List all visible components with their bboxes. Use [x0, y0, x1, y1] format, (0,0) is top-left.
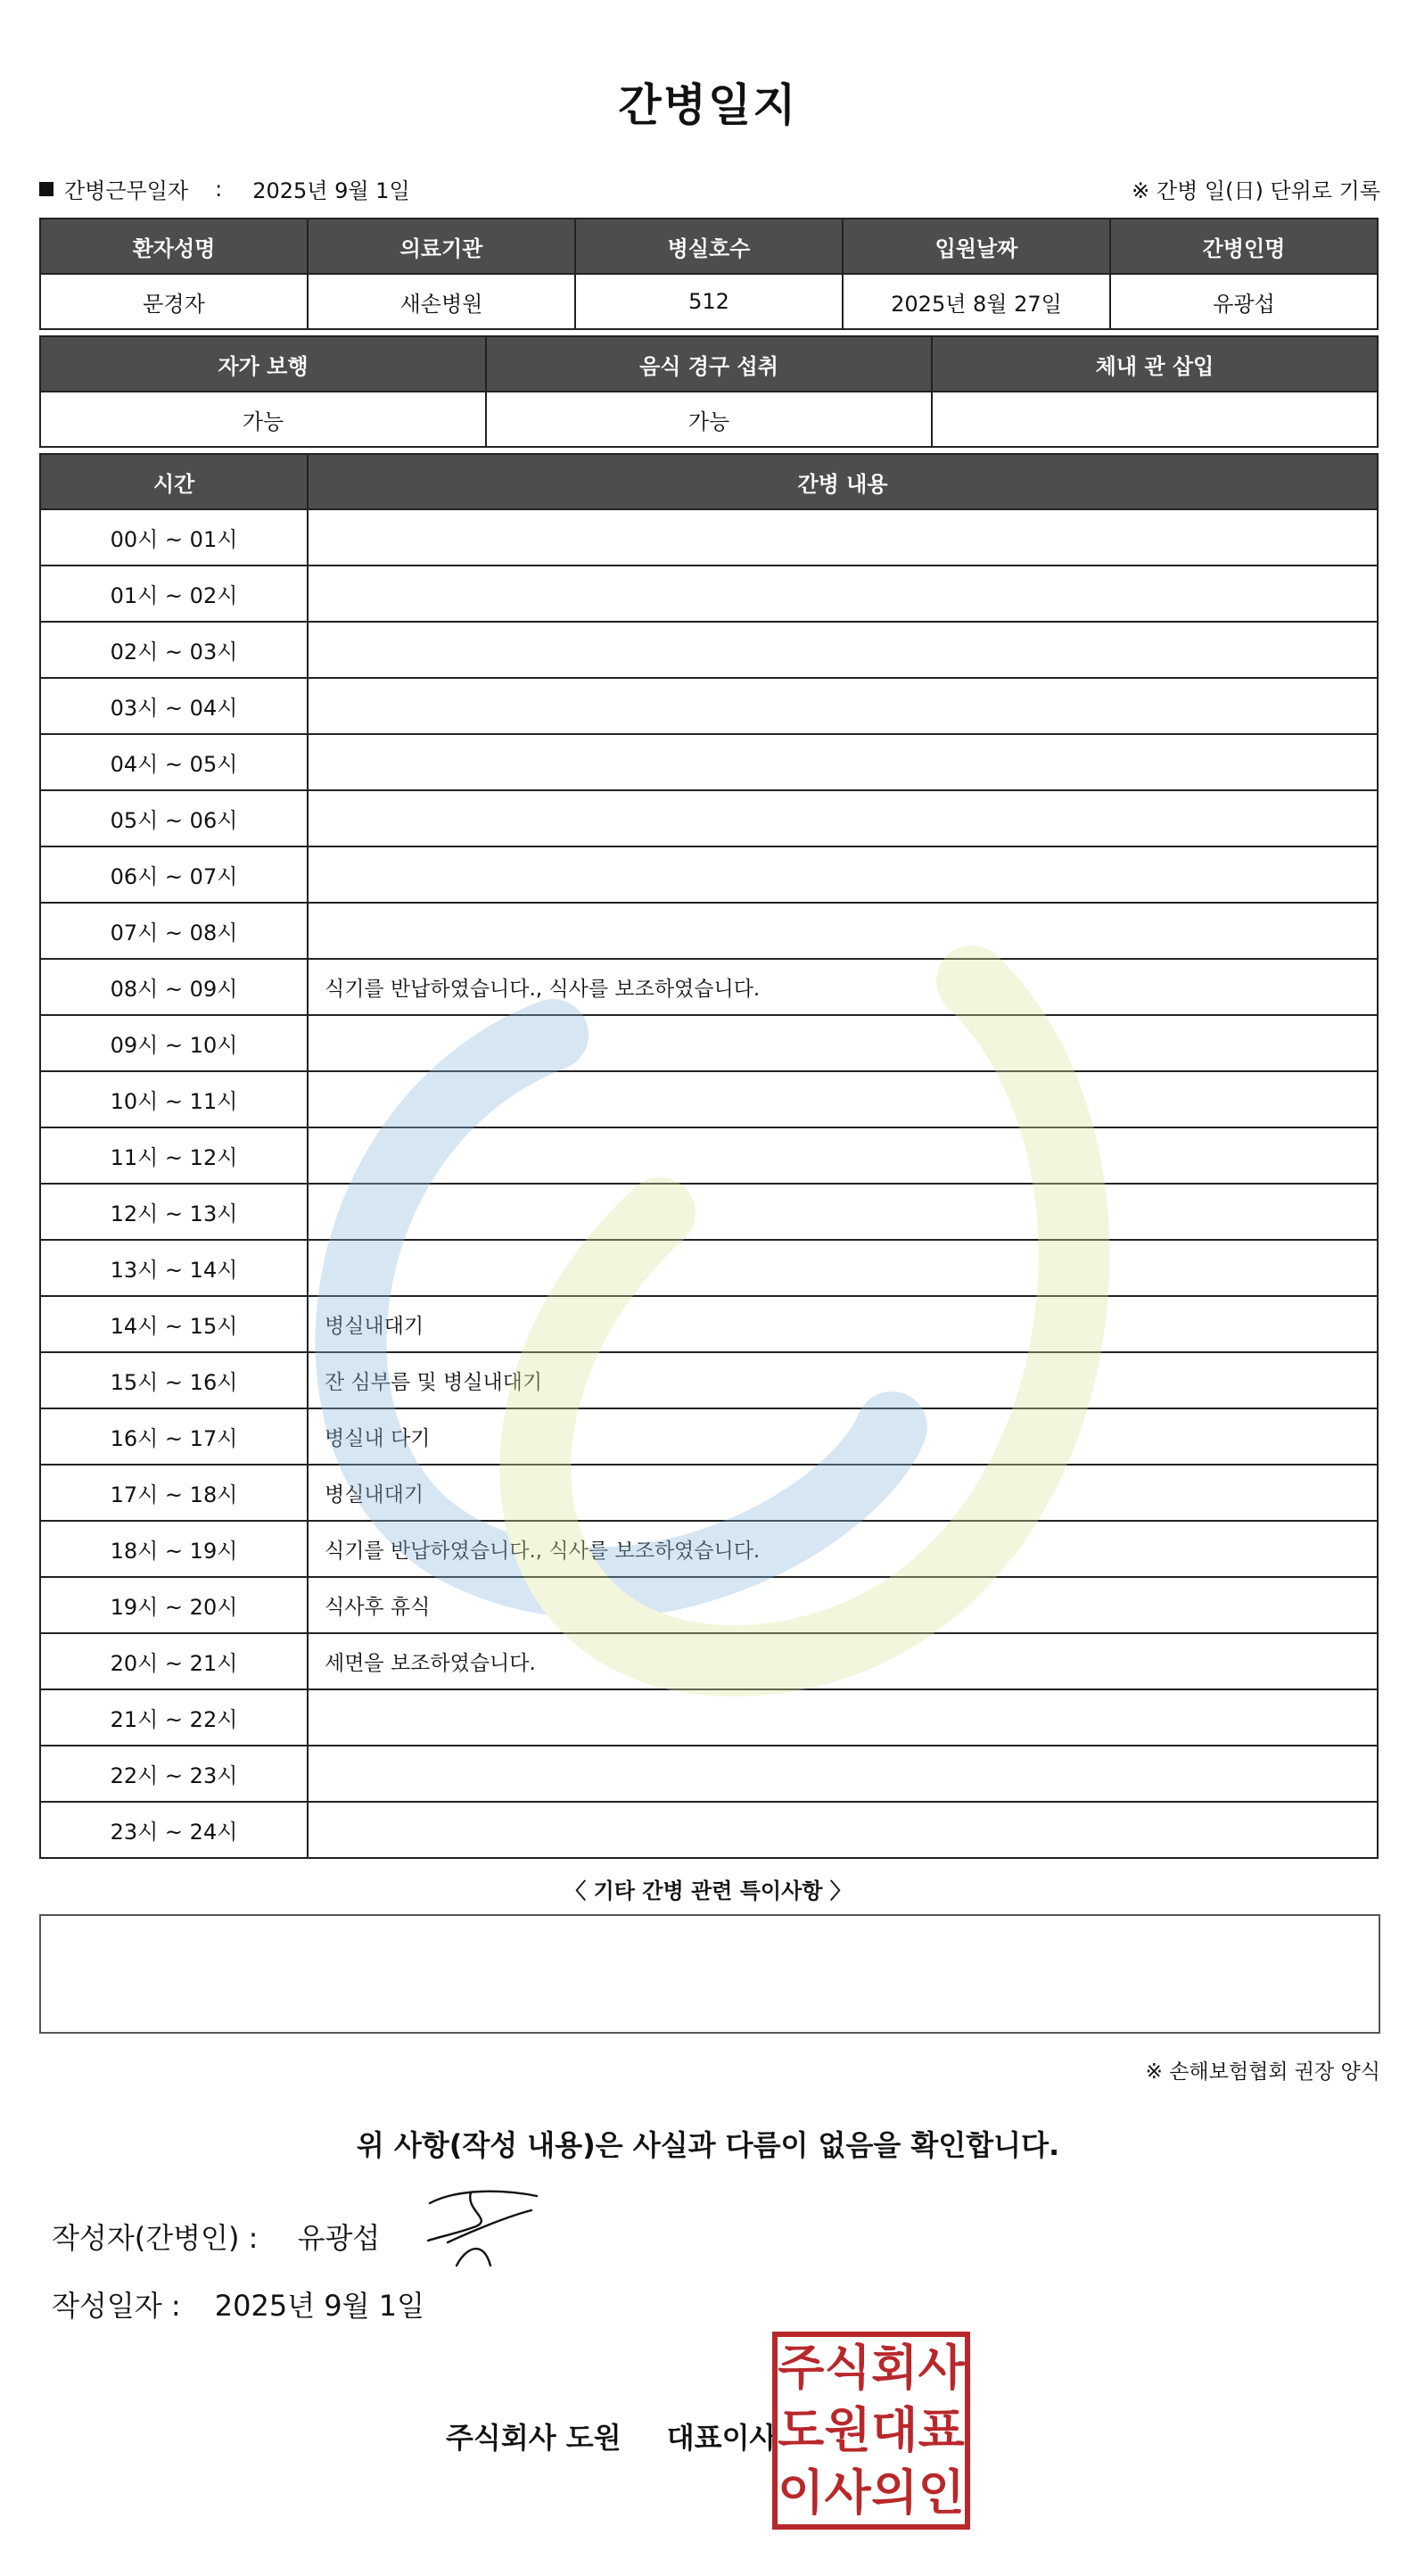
header-patient-name: 환자성명	[40, 219, 308, 274]
log-time-cell: 03시 ~ 04시	[40, 678, 308, 734]
table-row	[40, 903, 1378, 959]
company-line	[446, 2415, 777, 2456]
log-content-cell	[308, 1015, 1378, 1071]
log-time-cell: 09시 ~ 10시	[40, 1015, 308, 1071]
log-time-cell: 15시 ~ 16시	[40, 1352, 308, 1408]
patient-status-table	[39, 335, 1379, 448]
table-row	[40, 566, 1378, 622]
seal-character: 식	[824, 2340, 871, 2396]
written-date-line	[52, 2283, 424, 2324]
log-time-cell: 16시 ~ 17시	[40, 1408, 308, 1465]
written-date-value: 2025년 9월 1일	[214, 2289, 425, 2323]
table-row	[40, 1240, 1378, 1296]
status-table-header-row	[40, 336, 1378, 392]
log-content-cell: 병실내대기	[308, 1465, 1378, 1521]
log-time-cell: 02시 ~ 03시	[40, 622, 308, 678]
header-oral-intake: 음식 경구 섭취	[486, 336, 932, 392]
hospital-name: 새손병원	[308, 274, 575, 329]
log-content-cell	[308, 1184, 1378, 1240]
tube-status	[932, 392, 1378, 447]
log-content-cell: 병실내 다기	[308, 1408, 1378, 1465]
header-tube: 체내 관 삽입	[932, 336, 1378, 392]
log-time-cell: 19시 ~ 20시	[40, 1577, 308, 1633]
table-row	[40, 1184, 1378, 1240]
table-row	[40, 1633, 1378, 1689]
form-source-note: ※ 손해보험협회 권장 양식	[1145, 2060, 1380, 2084]
oral-intake-status: 가능	[486, 392, 932, 447]
table-row	[40, 1408, 1378, 1465]
seal-character: 사	[918, 2340, 965, 2396]
confirmation-statement: 위 사항(작성 내용)은 사실과 다름이 없음을 확인합니다.	[356, 2128, 1060, 2162]
seal-character: 이	[778, 2465, 825, 2521]
log-content-cell	[308, 1127, 1378, 1184]
log-time-cell: 13시 ~ 14시	[40, 1240, 308, 1296]
log-content-cell	[308, 509, 1378, 566]
writer-name: 유광섭	[297, 2221, 381, 2255]
seal-character: 원	[824, 2402, 871, 2458]
caregiver-name: 유광섭	[1110, 274, 1378, 329]
company-seal-stamp	[772, 2332, 970, 2530]
log-content-cell: 식기를 반납하였습니다., 식사를 보조하였습니다.	[308, 1521, 1378, 1577]
log-time-cell: 10시 ~ 11시	[40, 1071, 308, 1127]
header-caregiver: 간병인명	[1110, 219, 1378, 274]
log-time-cell: 11시 ~ 12시	[40, 1127, 308, 1184]
table-row	[40, 1802, 1378, 1858]
log-time-cell: 22시 ~ 23시	[40, 1746, 308, 1802]
table-row	[40, 959, 1378, 1015]
unit-note: ※ 간병 일(日) 단위로 기록	[1132, 178, 1380, 203]
table-row	[40, 1127, 1378, 1184]
special-notes-box	[39, 1914, 1380, 2034]
header-walking: 자가 보행	[40, 336, 486, 392]
header-care-content: 간병 내용	[308, 454, 1378, 509]
room-number: 512	[575, 274, 843, 329]
seal-character: 도	[778, 2402, 825, 2458]
log-content-cell	[308, 1802, 1378, 1858]
log-time-cell: 05시 ~ 06시	[40, 790, 308, 846]
log-time-cell: 08시 ~ 09시	[40, 959, 308, 1015]
header-time: 시간	[40, 454, 308, 509]
log-content-cell	[308, 903, 1378, 959]
work-date-colon: :	[215, 176, 223, 202]
log-time-cell: 07시 ~ 08시	[40, 903, 308, 959]
page-title: 간병일지	[618, 79, 798, 131]
table-row	[40, 846, 1378, 903]
log-time-cell: 12시 ~ 13시	[40, 1184, 308, 1240]
seal-character: 표	[918, 2402, 965, 2458]
writer-line	[52, 2216, 380, 2257]
log-time-cell: 04시 ~ 05시	[40, 734, 308, 790]
table-row	[40, 622, 1378, 678]
log-content-cell	[308, 1689, 1378, 1746]
company-name: 주식회사 도원	[446, 2421, 622, 2455]
log-time-cell: 06시 ~ 07시	[40, 846, 308, 903]
table-row	[40, 1465, 1378, 1521]
log-content-cell	[308, 566, 1378, 622]
seal-character: 대	[871, 2402, 918, 2458]
log-content-cell	[308, 734, 1378, 790]
table-row	[40, 509, 1378, 566]
log-content-cell: 식기를 반납하였습니다., 식사를 보조하였습니다.	[308, 959, 1378, 1015]
admission-date: 2025년 8월 27일	[843, 274, 1110, 329]
special-notes-title: 〈 기타 간병 관련 특이사항 〉	[564, 1878, 852, 1903]
log-content-cell	[308, 1746, 1378, 1802]
log-content-cell	[308, 1240, 1378, 1296]
work-date-value: 2025년 9월 1일	[252, 178, 410, 203]
seal-character: 회	[871, 2340, 918, 2396]
log-time-cell: 18시 ~ 19시	[40, 1521, 308, 1577]
work-date-line	[39, 173, 410, 204]
log-time-cell: 00시 ~ 01시	[40, 509, 308, 566]
table-row	[40, 1071, 1378, 1127]
log-content-cell	[308, 846, 1378, 903]
log-time-cell: 17시 ~ 18시	[40, 1465, 308, 1521]
company-title: 대표이사	[666, 2421, 778, 2455]
log-time-cell: 01시 ~ 02시	[40, 566, 308, 622]
seal-character: 사	[824, 2465, 871, 2521]
log-content-cell: 세면을 보조하였습니다.	[308, 1633, 1378, 1689]
seal-character: 의	[871, 2465, 918, 2521]
log-table-header-row	[40, 454, 1378, 509]
walking-status: 가능	[40, 392, 486, 447]
table-row	[40, 790, 1378, 846]
table-row	[40, 1577, 1378, 1633]
seal-character: 주	[778, 2340, 825, 2396]
header-admission-date: 입원날짜	[843, 219, 1110, 274]
log-content-cell: 잔 심부름 및 병실내대기	[308, 1352, 1378, 1408]
patient-info-table	[39, 218, 1379, 330]
log-content-cell	[308, 790, 1378, 846]
table-row	[40, 1689, 1378, 1746]
patient-table-header-row	[40, 219, 1378, 274]
log-content-cell: 병실내대기	[308, 1296, 1378, 1352]
table-row	[40, 678, 1378, 734]
writer-label: 작성자(간병인) :	[52, 2221, 259, 2255]
written-date-label: 작성일자 :	[52, 2289, 181, 2323]
care-log-table	[39, 453, 1379, 1859]
patient-table-value-row	[40, 274, 1378, 329]
table-row	[40, 734, 1378, 790]
handwritten-signature	[421, 2184, 546, 2269]
table-row	[40, 1015, 1378, 1071]
patient-name: 문경자	[40, 274, 308, 329]
log-time-cell: 21시 ~ 22시	[40, 1689, 308, 1746]
work-date-label: 간병근무일자	[64, 178, 189, 203]
log-time-cell: 23시 ~ 24시	[40, 1802, 308, 1858]
status-table-value-row	[40, 392, 1378, 447]
log-content-cell: 식사후 휴식	[308, 1577, 1378, 1633]
seal-character: 인	[918, 2465, 965, 2521]
log-content-cell	[308, 678, 1378, 734]
table-row	[40, 1296, 1378, 1352]
log-content-cell	[308, 622, 1378, 678]
header-room: 병실호수	[575, 219, 843, 274]
log-time-cell: 20시 ~ 21시	[40, 1633, 308, 1689]
log-content-cell	[308, 1071, 1378, 1127]
table-row	[40, 1746, 1378, 1802]
table-row	[40, 1352, 1378, 1408]
header-hospital: 의료기관	[308, 219, 575, 274]
table-row	[40, 1521, 1378, 1577]
bullet-square-icon	[39, 182, 54, 196]
log-time-cell: 14시 ~ 15시	[40, 1296, 308, 1352]
